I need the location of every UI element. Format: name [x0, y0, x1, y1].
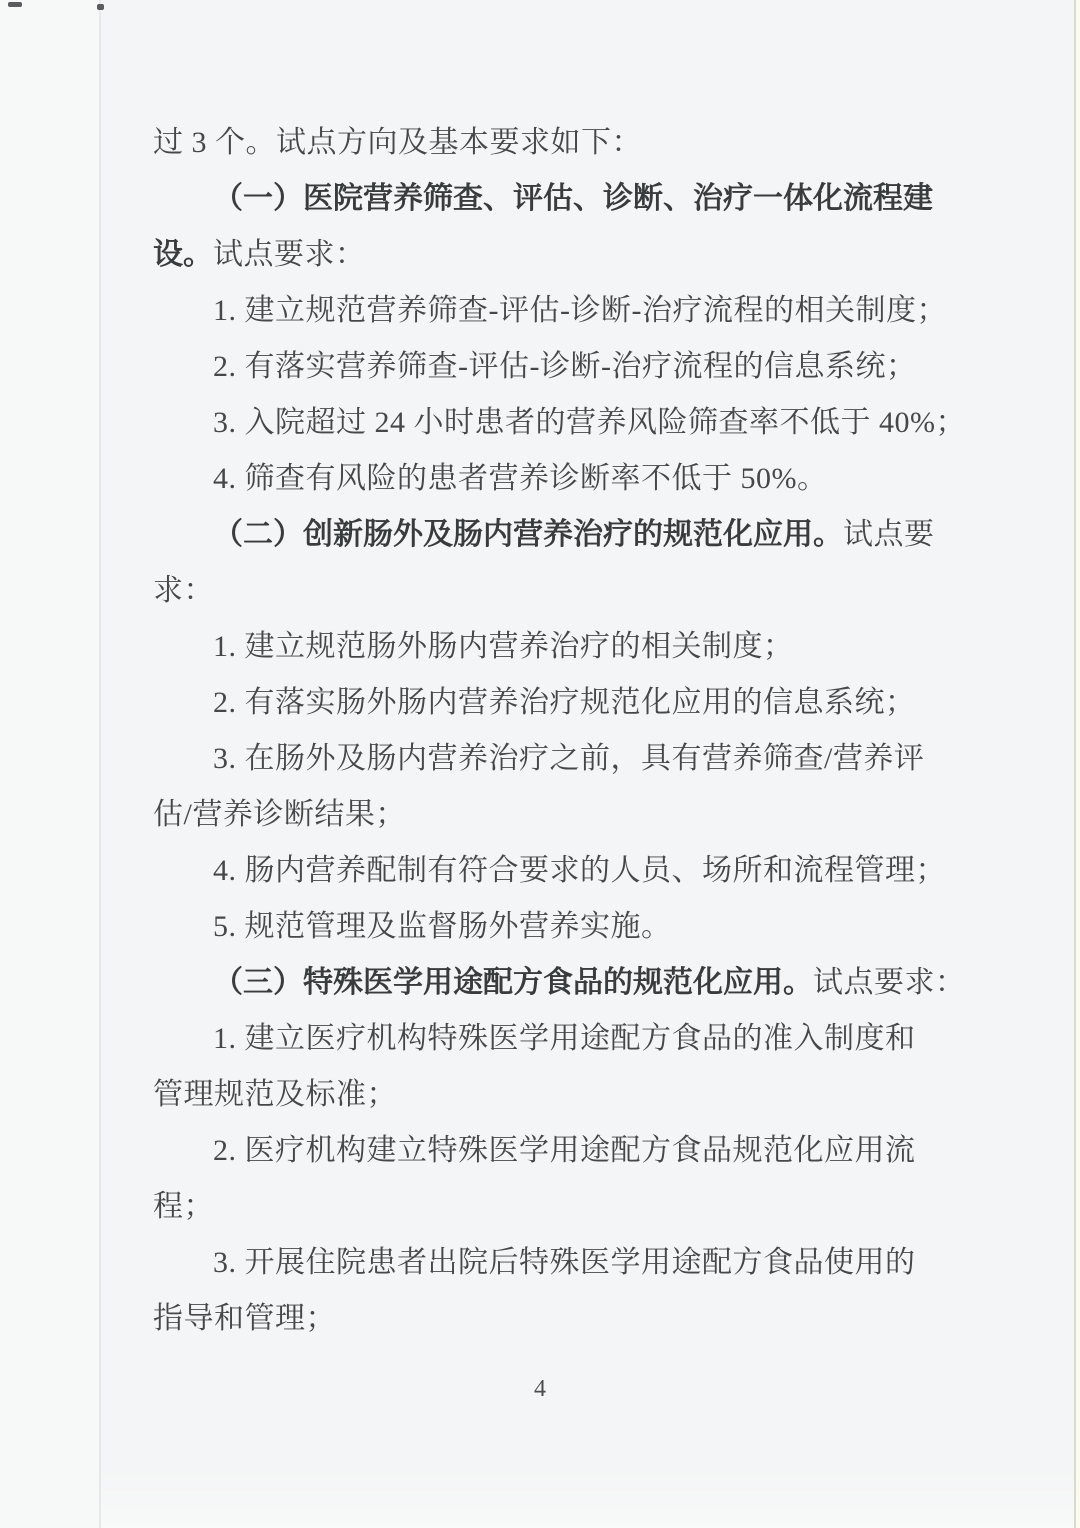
- page-number: 4: [534, 1376, 546, 1402]
- doc-line-text-segment: 1. 建立规范营养筛查-评估-诊断-治疗流程的相关制度；: [213, 294, 947, 327]
- doc-line: [153, 899, 953, 955]
- doc-line-text-segment: 1. 建立医疗机构特殊医学用途配方食品的准入制度和: [213, 1022, 916, 1055]
- doc-line-text-segment: 试点要: [843, 518, 935, 551]
- doc-line: [153, 1123, 953, 1179]
- doc-line: [153, 1067, 953, 1123]
- doc-line: [153, 283, 953, 339]
- doc-line-text-segment: 估/营养诊断结果；: [153, 798, 406, 831]
- doc-line: [153, 675, 953, 731]
- scan-fold-line-left: [99, 0, 101, 1528]
- doc-line: [153, 731, 953, 787]
- scan-right-margin-strip: [1076, 0, 1080, 1528]
- doc-line: [153, 1179, 953, 1235]
- scan-artifact-speck: [8, 2, 22, 7]
- doc-line-text-segment: 3. 入院超过 24 小时患者的营养风险筛查率不低于 40%；: [213, 406, 966, 439]
- doc-line: [153, 1291, 953, 1347]
- doc-line-text-segment: 试点要求：: [813, 966, 966, 999]
- scan-left-margin-strip: [0, 0, 99, 1528]
- doc-line-text-segment: 2. 医疗机构建立特殊医学用途配方食品规范化应用流: [213, 1134, 916, 1167]
- doc-line-text-segment: 试点要求：: [213, 238, 366, 271]
- doc-line: [153, 451, 953, 507]
- doc-line-bold-segment: （三）特殊医学用途配方食品的规范化应用。: [213, 966, 813, 999]
- doc-line: [153, 1011, 953, 1067]
- document-text-block: [153, 115, 966, 1347]
- doc-line-bold-segment: 设。: [153, 238, 213, 271]
- doc-line-text-segment: 指导和管理；: [153, 1302, 336, 1335]
- doc-line-text-segment: 1. 建立规范肠外肠内营养治疗的相关制度；: [213, 630, 794, 663]
- doc-line-text-segment: 求：: [153, 574, 214, 607]
- doc-line-section-1-heading: [153, 171, 953, 227]
- doc-line-section-2-heading: [153, 507, 953, 563]
- doc-line-text-segment: 4. 肠内营养配制有符合要求的人员、场所和流程管理；: [213, 854, 946, 887]
- doc-line: [153, 395, 966, 451]
- doc-line-text-segment: 5. 规范管理及监督肠外营养实施。: [213, 910, 672, 943]
- doc-line: [153, 787, 953, 843]
- doc-line-text-segment: 4. 筛查有风险的患者营养诊断率不低于 50%。: [213, 462, 828, 495]
- doc-line-bold-segment: （二）创新肠外及肠内营养治疗的规范化应用。: [213, 518, 843, 551]
- doc-line: [153, 339, 953, 395]
- doc-line-section-3-heading: [153, 955, 966, 1011]
- doc-line: [153, 115, 953, 171]
- doc-line-text-segment: 3. 开展住院患者出院后特殊医学用途配方食品使用的: [213, 1246, 916, 1279]
- doc-line-text-segment: 3. 在肠外及肠内营养治疗之前，具有营养筛查/营养评: [213, 742, 925, 775]
- doc-line: [153, 563, 953, 619]
- doc-line: [153, 1235, 953, 1291]
- doc-line: [153, 843, 953, 899]
- doc-line: [153, 619, 953, 675]
- doc-line: [153, 227, 953, 283]
- doc-line-bold-segment: （一）医院营养筛查、评估、诊断、治疗一体化流程建: [213, 182, 933, 215]
- doc-line-text-segment: 2. 有落实肠外肠内营养治疗规范化应用的信息系统；: [213, 686, 916, 719]
- doc-line-text-segment: 管理规范及标准；: [153, 1078, 397, 1111]
- doc-line-text-segment: 过 3 个。试点方向及基本要求如下：: [153, 126, 642, 159]
- doc-line-text-segment: 程；: [153, 1190, 214, 1223]
- doc-line-text-segment: 2. 有落实营养筛查-评估-诊断-治疗流程的信息系统；: [213, 350, 917, 383]
- scan-artifact-speck: [97, 4, 104, 10]
